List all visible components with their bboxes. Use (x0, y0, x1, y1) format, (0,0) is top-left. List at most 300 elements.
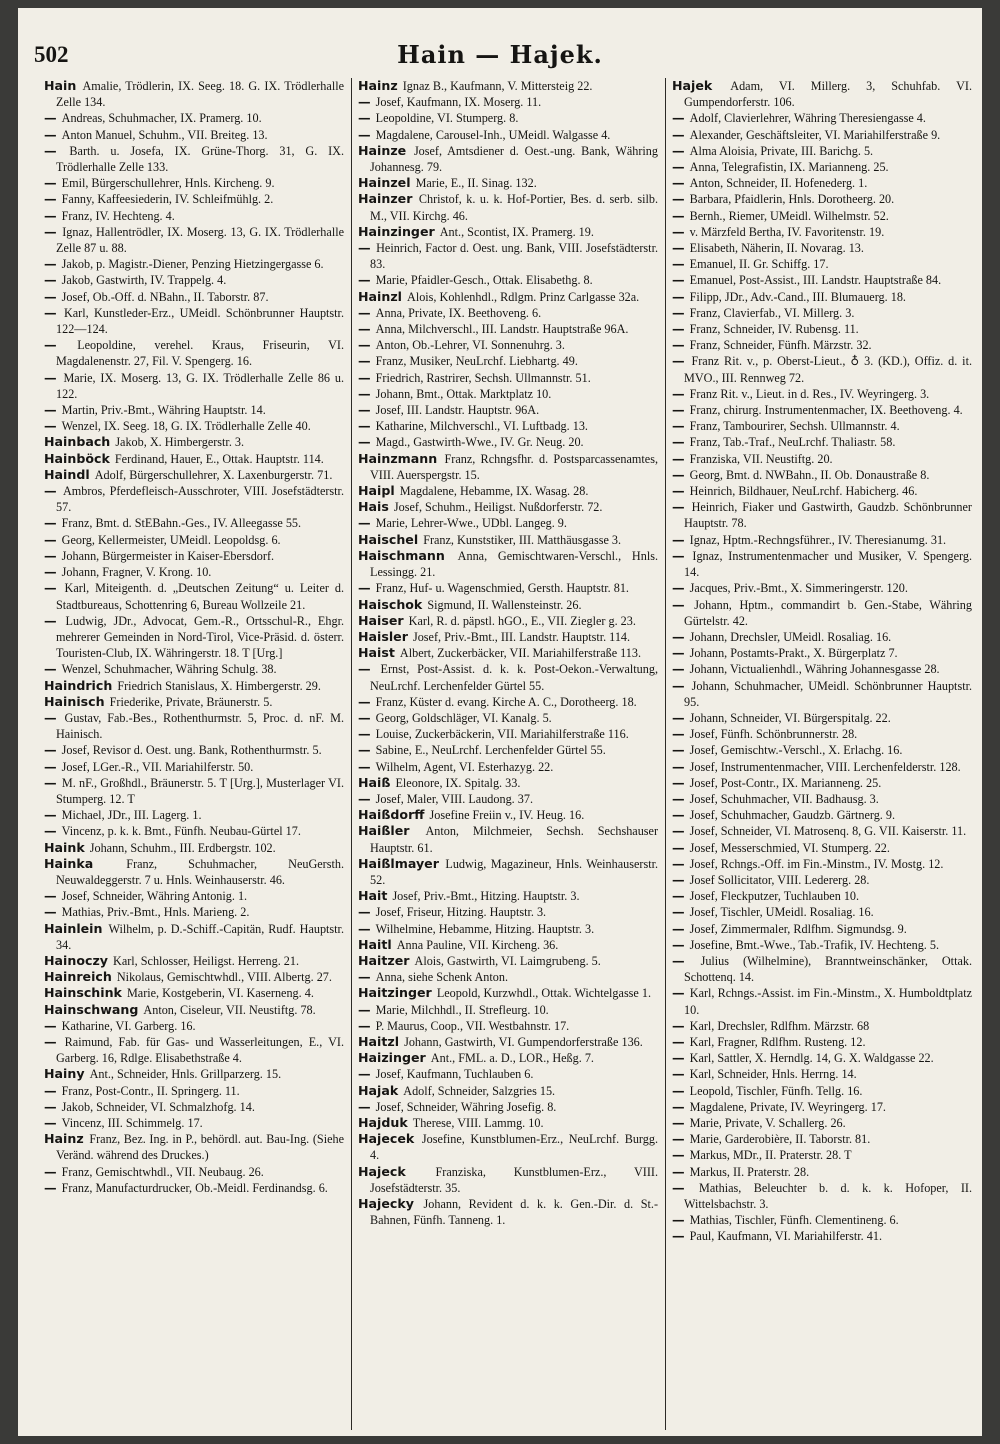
entry-details: Louise, Zuckerbäckerin, VII. Mariahilferstraße 116. (375, 727, 629, 742)
directory-entry (358, 856, 658, 888)
entry-details: Marie, Pfaidler-Gesch., Ottak. Elisabethg. 8. (375, 273, 593, 288)
entry-details: Wilhelm, Agent, VI. Esterhazyg. 22. (375, 759, 554, 774)
entry-surname: — (44, 515, 57, 531)
entry-details: Johann, Gastwirth, VI. Gumpendorferstraße 136. (404, 1034, 643, 1049)
entry-surname: — (672, 1066, 685, 1082)
entry-details: Josef, Schneider, Währing Josefig. 8. (375, 1099, 557, 1114)
entry-details: Mathias, Beleuchter b. d. k. k. Hofoper, II. Wittelsbachstr. 3. (684, 1180, 972, 1212)
entry-surname: Hajecek (358, 1131, 415, 1147)
entry-surname: — (672, 661, 685, 677)
directory-entry (672, 1018, 972, 1034)
directory-entry (358, 1050, 658, 1066)
directory-entry (44, 272, 344, 288)
entry-surname: — (672, 337, 685, 353)
entry-surname: — (672, 1228, 685, 1244)
entry-surname: — (44, 256, 57, 272)
directory-entry (44, 1002, 344, 1018)
directory-entry (672, 289, 972, 305)
page-header (18, 8, 982, 74)
entry-surname: Hainz (358, 78, 398, 93)
entry-surname: — (44, 531, 57, 547)
directory-entry (358, 321, 658, 337)
directory-entry (44, 678, 344, 694)
entry-surname: Haisler (358, 628, 408, 644)
column-3 (672, 78, 972, 1428)
directory-entry (672, 337, 972, 353)
entry-surname: — (672, 1017, 685, 1033)
directory-entry (358, 710, 658, 726)
directory-entry (672, 159, 972, 175)
entry-details: Franz, Gemischtwhdl., VII. Neubaug. 26. (61, 1164, 264, 1179)
directory-entry (44, 1066, 344, 1082)
entry-details: Ant., Scontist, IX. Pramerg. 19. (439, 224, 594, 239)
entry-details: Josef, Schuhmacher, VII. Badhausg. 3. (689, 791, 879, 806)
entry-details: Josefine Freiin v., IV. Heug. 16. (429, 808, 585, 823)
directory-entry (672, 629, 972, 645)
entry-details: Magdalene, Hebamme, IX. Wasag. 28. (399, 484, 589, 499)
entry-surname: — (672, 871, 685, 887)
entry-details: Franz, Musiker, NeuLrchf. Liebhartg. 49. (375, 354, 578, 369)
entry-surname: — (44, 223, 57, 239)
directory-entry (672, 1083, 972, 1099)
entry-surname: — (44, 1082, 57, 1098)
directory-entry (44, 613, 344, 662)
directory-entry (672, 418, 972, 434)
entry-details: Marie, E., II. Sinag. 132. (415, 176, 537, 191)
entry-details: Josef, Gemischtw.-Verschl., X. Erlachg. 16. (689, 743, 903, 758)
directory-entry (358, 759, 658, 775)
entry-details: Franz, IV. Hechteng. 4. (61, 208, 175, 223)
entry-details: Leopoldine, verehel. Kraus, Friseurin, VI. Magdalenenstr. 27, Fil. V. Spengerg. 16. (56, 338, 344, 369)
entry-details: Marie, IX. Moserg. 13, G. IX. Trödlerhalle Zelle 86 u. 122. (56, 370, 344, 401)
entry-surname: — (44, 580, 57, 596)
entry-details: M. nF., Großhdl., Bräunerstr. 5. T [Urg.], Musterlager VI. Stumperg. 12. T (56, 775, 344, 806)
directory-entry (358, 224, 658, 240)
entry-surname: — (44, 904, 57, 920)
directory-entry (358, 1164, 658, 1196)
entry-details: Josefine, Bmt.-Wwe., Tab.-Trafik, IV. Hechteng. 5. (689, 937, 940, 952)
entry-surname: — (672, 1033, 685, 1049)
directory-entry (358, 1018, 658, 1034)
entry-details: Franz, Küster d. evang. Kirche A. C., Dorotheerg. 18. (375, 694, 637, 709)
directory-entry (358, 548, 658, 580)
directory-entry (358, 1099, 658, 1115)
directory-entry (44, 1034, 344, 1066)
entry-surname: — (672, 175, 685, 191)
directory-entry (672, 1034, 972, 1050)
entry-surname: Hainy (44, 1066, 85, 1082)
entry-details: Barth. u. Josefa, IX. Grüne-Thorg. 31, G. IX. Trödlerhalle Zelle 133. (56, 143, 344, 175)
entry-surname: — (672, 223, 685, 239)
directory-entry (358, 78, 658, 94)
entry-details: Georg, Goldschläger, VI. Kanalg. 5. (375, 710, 552, 725)
entry-details: Karl, Drechsler, Rdlfhm. Märzstr. 68 (689, 1018, 870, 1033)
directory-entry (44, 710, 344, 742)
directory-entry (672, 256, 972, 272)
directory-entry (44, 451, 344, 467)
directory-entry (44, 483, 344, 515)
entry-surname: — (672, 936, 685, 952)
entry-surname: — (358, 790, 371, 806)
entry-surname: — (672, 385, 685, 401)
entry-details: Ignaz, Instrumentenmacher und Musiker, V. Spengerg. 14. (684, 548, 972, 580)
entry-details: Raimund, Fab. für Gas- und Wasserleitungen, E., VI. Garberg. 16, Rdlge. Elisabethstraße 4. (56, 1034, 344, 1066)
entry-details: Jakob, Schneider, VI. Schmalzhofg. 14. (61, 1099, 255, 1114)
directory-entry (44, 1018, 344, 1034)
directory-entry (672, 775, 972, 791)
entry-surname: Hainoczy (44, 952, 108, 968)
directory-entry (44, 1131, 344, 1163)
entry-details: Ludwig, JDr., Advocat, Gem.-R., Ortsschul-R., Ehgr. mehrerer Gemeinden in Nord-Tirol, Vice-Präsid. d. österr. Touristen-Club, IX. Währingerstr. 18. T [Urg.] (56, 613, 344, 661)
entry-details: Christof, k. u. k. Hof-Portier, Bes. d. serb. silb. M., VII. Kirchg. 46. (370, 192, 658, 223)
entry-surname: Haischel (358, 531, 419, 547)
entry-surname: — (672, 904, 685, 920)
entry-details: Josef, Instrumentenmacher, VIII. Lerchenfelderstr. 128. (689, 759, 961, 774)
directory-entry (358, 661, 658, 693)
directory-entry (672, 1147, 972, 1163)
directory-entry (44, 856, 344, 888)
entry-details: Johann, Fragner, V. Krong. 10. (61, 565, 212, 580)
directory-entry (44, 807, 344, 823)
entry-surname: — (358, 353, 371, 369)
directory-entry (358, 1034, 658, 1050)
entry-surname: — (672, 1163, 685, 1179)
entry-details: Marie, Kostgeberin, VI. Kaserneng. 4. (126, 986, 314, 1001)
entry-surname: — (672, 1147, 685, 1163)
directory-entry (672, 872, 972, 888)
directory-entry (44, 78, 344, 110)
entry-surname: — (44, 304, 57, 320)
entry-details: Johann, Bmt., Ottak. Marktplatz 10. (375, 386, 552, 401)
entry-surname: Haitzl (358, 1033, 400, 1049)
directory-entry (44, 127, 344, 143)
entry-surname: — (44, 369, 57, 385)
entry-surname: Hainschink (44, 985, 122, 1001)
entry-surname: — (672, 159, 685, 175)
directory-entry (672, 499, 972, 531)
directory-entry (358, 127, 658, 143)
entry-details: Anna, Telegrafistin, IX. Marianneng. 25. (689, 160, 889, 175)
entry-details: Josef, Schuhm., Heiligst. Nußdorferstr. 72. (393, 500, 603, 515)
directory-entry (44, 840, 344, 856)
entry-details: Josef, Kaufmann, Tuchlauben 6. (375, 1067, 534, 1082)
directory-entry (44, 289, 344, 305)
entry-details: Markus, II. Praterstr. 28. (689, 1164, 810, 1179)
entry-surname: — (672, 726, 685, 742)
entry-details: Emanuel, Post-Assist., III. Landstr. Hauptstraße 84. (689, 273, 942, 288)
directory-entry (358, 953, 658, 969)
directory-entry (672, 402, 972, 418)
directory-entry (358, 175, 658, 191)
entry-surname: — (44, 142, 57, 158)
entry-details: Karl, Schneider, Hnls. Herrng. 14. (689, 1067, 857, 1082)
entry-surname: Haiß (358, 774, 391, 790)
entry-surname: — (672, 418, 685, 434)
directory-entry (672, 1180, 972, 1212)
entry-surname: — (358, 369, 371, 385)
entry-surname: — (672, 807, 685, 823)
entry-details: Josef, Ob.-Off. d. NBahn., II. Taborstr. 87. (61, 289, 269, 304)
entry-details: Albert, Zuckerbäcker, VII. Mariahilferstraße 113. (399, 646, 642, 661)
entry-surname: — (44, 612, 57, 628)
entry-surname: — (672, 596, 685, 612)
directory-entry (672, 937, 972, 953)
entry-details: Leopoldine, VI. Stumperg. 8. (375, 111, 519, 126)
entry-details: Ludwig, Magazineur, Hnls. Weinhauserstr. 52. (370, 856, 658, 887)
entry-surname: — (358, 272, 371, 288)
entry-details: Marie, Private, V. Schallerg. 26. (689, 1116, 846, 1130)
directory-entry (672, 305, 972, 321)
directory-entry (672, 548, 972, 580)
directory-entry (44, 532, 344, 548)
entry-surname: — (672, 126, 685, 142)
entry-surname: Haißlmayer (358, 855, 439, 871)
entry-surname: Hainisch (44, 693, 105, 709)
directory-entry (44, 305, 344, 337)
directory-entry (672, 1212, 972, 1228)
entry-details: Magd., Gastwirth-Wwe., IV. Gr. Neug. 20. (375, 435, 584, 450)
entry-surname: Hainreich (44, 969, 112, 985)
directory-entry (44, 1083, 344, 1099)
entry-surname: — (44, 110, 57, 126)
entry-surname: Haißler (358, 823, 410, 839)
directory-entry (358, 515, 658, 531)
directory-entry (672, 678, 972, 710)
entry-surname: — (672, 839, 685, 855)
entry-details: Anton, Schneider, II. Hofenederg. 1. (689, 176, 868, 191)
entry-details: Alma Aloisia, Private, III. Barichg. 5. (689, 143, 874, 158)
entry-surname: — (358, 434, 371, 450)
entry-surname: — (672, 1050, 685, 1066)
directory-entry (672, 661, 972, 677)
directory-entry (358, 1083, 658, 1099)
directory-entry (358, 921, 658, 937)
directory-entry (672, 321, 972, 337)
entry-surname: — (672, 888, 685, 904)
directory-entry (672, 110, 972, 126)
directory-entry (44, 969, 344, 985)
entry-details: Katharine, VI. Garberg. 16. (61, 1018, 196, 1033)
directory-entry (358, 645, 658, 661)
directory-entry (44, 823, 344, 839)
entry-surname: Hajek (672, 78, 713, 93)
entry-details: Ant., FML. a. D., LOR., Heßg. 7. (430, 1051, 594, 1066)
directory-entry (672, 532, 972, 548)
entry-details: Markus, MDr., II. Praterstr. 28. T (689, 1148, 852, 1163)
directory-entry (358, 1131, 658, 1163)
entry-details: Anna, Milchverschl., III. Landstr. Hauptstraße 96A. (375, 322, 629, 337)
directory-entry (672, 921, 972, 937)
directory-entry (358, 289, 658, 305)
directory-entry (44, 110, 344, 126)
directory-entry (358, 94, 658, 110)
entry-surname: Hajecky (358, 1196, 414, 1212)
entry-details: Elisabeth, Näherin, II. Novarag. 13. (689, 241, 864, 256)
entry-surname: — (672, 450, 685, 466)
entry-surname: — (358, 904, 371, 920)
entry-details: Bernh., Riemer, UMeidl. Wilhelmstr. 52. (689, 208, 889, 223)
entry-surname: — (358, 1017, 371, 1033)
entry-surname: — (358, 726, 371, 742)
entry-details: Magdalene, Carousel-Inh., UMeidl. Walgasse 4. (375, 127, 611, 142)
entry-details: Sigmund, II. Wallensteinstr. 26. (427, 597, 582, 612)
entry-surname: — (672, 855, 685, 871)
entry-surname: — (44, 483, 57, 499)
entry-details: Karl, Sattler, X. Herndlg. 14, G. X. Waldgasse 22. (689, 1051, 934, 1066)
entry-surname: — (44, 1115, 57, 1130)
entry-surname: Haizinger (358, 1050, 426, 1066)
entry-details: Friedrich, Rastrirer, Sechsh. Ullmannstr. 51. (375, 370, 591, 385)
directory-entry (672, 856, 972, 872)
entry-surname: — (672, 272, 685, 288)
directory-entry (672, 127, 972, 143)
entry-details: Marie, Milchhdl., II. Strefleurg. 10. (375, 1002, 549, 1017)
directory-entry (358, 386, 658, 402)
entry-surname: — (672, 823, 685, 839)
entry-details: Johann, Schuhm., III. Erdbergstr. 102. (89, 840, 276, 855)
directory-entry (358, 888, 658, 904)
entry-details: Katharine, Milchverschl., VI. Luftbadg. 13. (375, 419, 588, 434)
directory-entry (672, 78, 972, 110)
entry-surname: Hajduk (358, 1115, 408, 1130)
entry-details: Franz, Schneider, IV. Rubensg. 11. (689, 322, 859, 337)
directory-entry (672, 791, 972, 807)
running-head: Hain — Hajek. (397, 40, 603, 69)
entry-details: Josef, Messerschmied, VI. Stumperg. 22. (689, 840, 890, 855)
entry-surname: — (672, 645, 685, 661)
entry-details: Anna, Gemischtwaren-Verschl., Hnls. Lessingg. 21. (370, 548, 658, 580)
entry-surname: Hainbach (44, 434, 111, 450)
entry-details: Wenzel, IX. Seeg. 18, G. IX. Trödlerhalle Zelle 40. (61, 419, 311, 434)
directory-entry (672, 1131, 972, 1147)
entry-surname: — (672, 985, 685, 1001)
entry-details: Johann, Schuhmacher, UMeidl. Schönbrunner Hauptstr. 95. (684, 678, 972, 709)
entry-details: v. Märzfeld Bertha, IV. Favoritenstr. 19. (689, 224, 885, 239)
entry-surname: — (672, 240, 685, 256)
entry-surname: — (672, 531, 685, 547)
entry-surname: — (44, 742, 57, 758)
entry-details: Ferdinand, Hauer, E., Ottak. Hauptstr. 114. (114, 451, 324, 466)
entry-surname: Haist (358, 645, 395, 661)
directory-entry (672, 726, 972, 742)
directory-entry (672, 840, 972, 856)
entry-details: Josef, Priv.-Bmt., Hitzing. Hauptstr. 3. (392, 889, 580, 904)
entry-details: Josef, Tischler, UMeidl. Rosaliag. 16. (689, 905, 874, 920)
entry-details: Franziska, Kunstblumen-Erz., VIII. Josefstädterstr. 35. (370, 1164, 658, 1195)
directory-entry (44, 953, 344, 969)
directory-entry (672, 1099, 972, 1115)
entry-surname: — (44, 272, 57, 288)
directory-entry (44, 904, 344, 920)
entry-surname: — (672, 1082, 685, 1098)
entry-details: Adolf, Bürgerschullehrer, X. Laxenburgerstr. 71. (94, 467, 333, 482)
entry-details: Johann, Bürgermeister in Kaiser-Ebersdorf. (61, 548, 275, 563)
directory-entry (672, 759, 972, 775)
directory-entry (358, 434, 658, 450)
entry-surname: — (672, 110, 685, 126)
directory-entry (672, 1228, 972, 1244)
entry-details: Paul, Kaufmann, VI. Mariahilferstr. 41. (689, 1229, 883, 1244)
entry-details: Franz, Kunststiker, III. Matthäusgasse 3. (423, 532, 622, 547)
entry-surname: — (44, 1098, 57, 1114)
entry-details: Josef, Schneider, VI. Matrosenq. 8, G. VII. Kaiserstr. 11. (689, 824, 967, 839)
directory-entry (44, 175, 344, 191)
entry-details: Vincenz, III. Schimmelg. 17. (61, 1116, 203, 1130)
entry-surname: — (44, 1163, 57, 1179)
directory-entry (672, 580, 972, 596)
directory-entry (672, 175, 972, 191)
entry-details: Heinrich, Bildhauer, NeuLrchf. Habicherg. 46. (689, 484, 918, 499)
entry-surname: — (672, 142, 685, 158)
entry-details: Josef, Fleckputzer, Tuchlauben 10. (689, 889, 860, 904)
entry-details: Anna, Private, IX. Beethoveng. 6. (375, 305, 542, 320)
entry-details: Josef, Maler, VIII. Laudong. 37. (375, 791, 533, 806)
entry-surname: — (358, 969, 371, 985)
entry-details: Magdalene, Private, IV. Weyringerg. 17. (689, 1099, 886, 1114)
directory-entry (672, 645, 972, 661)
directory-entry (44, 370, 344, 402)
entry-details: Alexander, Geschäftsleiter, VI. Mariahilferstraße 9. (689, 127, 941, 142)
entry-details: Franz, Tambourirer, Sechsh. Ullmannstr. 4. (689, 419, 900, 434)
directory-entry (672, 597, 972, 629)
directory-entry (358, 337, 658, 353)
directory-entry (672, 353, 972, 385)
entry-details: Josef, Fünfh. Schönbrunnerstr. 28. (689, 727, 858, 742)
entry-details: Wilhelmine, Hebamme, Hitzing. Hauptstr. 3. (375, 921, 595, 936)
entry-surname: Haipl (358, 483, 395, 499)
entry-details: Josef, Amtsdiener d. Oest.-ung. Bank, Währing Johannesg. 79. (370, 143, 658, 175)
entry-details: Wilhelm, p. D.-Schiff.-Capitän, Rudf. Hauptstr. 34. (56, 921, 344, 952)
entry-details: Jacques, Priv.-Bmt., X. Simmeringerstr. 120. (689, 581, 908, 596)
directory-entry (358, 499, 658, 515)
entry-surname: — (358, 240, 371, 256)
entry-details: Jakob, Gastwirth, IV. Trappelg. 4. (61, 273, 227, 288)
column-1 (44, 78, 344, 1428)
entry-details: Ignaz, Hallentrödler, IX. Moserg. 13, G. IX. Trödlerhalle Zelle 87 u. 88. (56, 224, 344, 256)
entry-surname: — (672, 402, 685, 418)
directory-entry (672, 742, 972, 758)
entry-details: Karl, Miteigenth. d. „Deutschen Zeitung“ u. Leiter d. Stadtbureaus, Schottenring 6, Bureau Wollzeile 21. (56, 581, 344, 612)
entry-details: Franz Rit. v., p. Oberst-Lieut., ♁ 3. (KD.), Offiz. d. it. MVO., III. Rennweg 72. (684, 354, 972, 385)
directory-entry (672, 1050, 972, 1066)
entry-details: Franziska, VII. Neustiftg. 20. (689, 451, 833, 466)
directory-entry (44, 1164, 344, 1180)
entry-details: Franz, Clavierfab., VI. Millerg. 3. (689, 305, 855, 320)
directory-entry (44, 467, 344, 483)
directory-entry (44, 759, 344, 775)
entry-details: Adolf, Schneider, Salzgries 15. (403, 1083, 556, 1098)
directory-entry (672, 143, 972, 159)
directory-entry (44, 985, 344, 1001)
entry-details: Franz, Manufacturdrucker, Ob.-Meidl. Ferdinandsg. 6. (61, 1180, 328, 1195)
entry-surname: — (672, 547, 685, 563)
entry-surname: — (672, 920, 685, 936)
entry-details: Franz Rit. v., Lieut. in d. Res., IV. Weyringerg. 3. (689, 386, 930, 401)
directory-entry (358, 597, 658, 613)
directory-entry (358, 532, 658, 548)
directory-entry (358, 694, 658, 710)
directory-entry (358, 613, 658, 629)
entry-details: Martin, Priv.-Bmt., Währing Hauptstr. 14. (61, 403, 266, 418)
directory-entry (358, 1196, 658, 1228)
entry-surname: Hainzel (358, 175, 411, 191)
entry-details: Ignaz B., Kaufmann, V. Mittersteig 22. (402, 79, 593, 93)
directory-entry (44, 742, 344, 758)
directory-entry (358, 823, 658, 855)
entry-surname: — (672, 304, 685, 320)
entry-details: Anton, Milchmeier, Sechsh. Sechshauser Hauptstr. 61. (370, 824, 658, 855)
entry-details: Leopold, Kurzwhdl., Ottak. Wichtelgasse 1. (436, 986, 652, 1001)
